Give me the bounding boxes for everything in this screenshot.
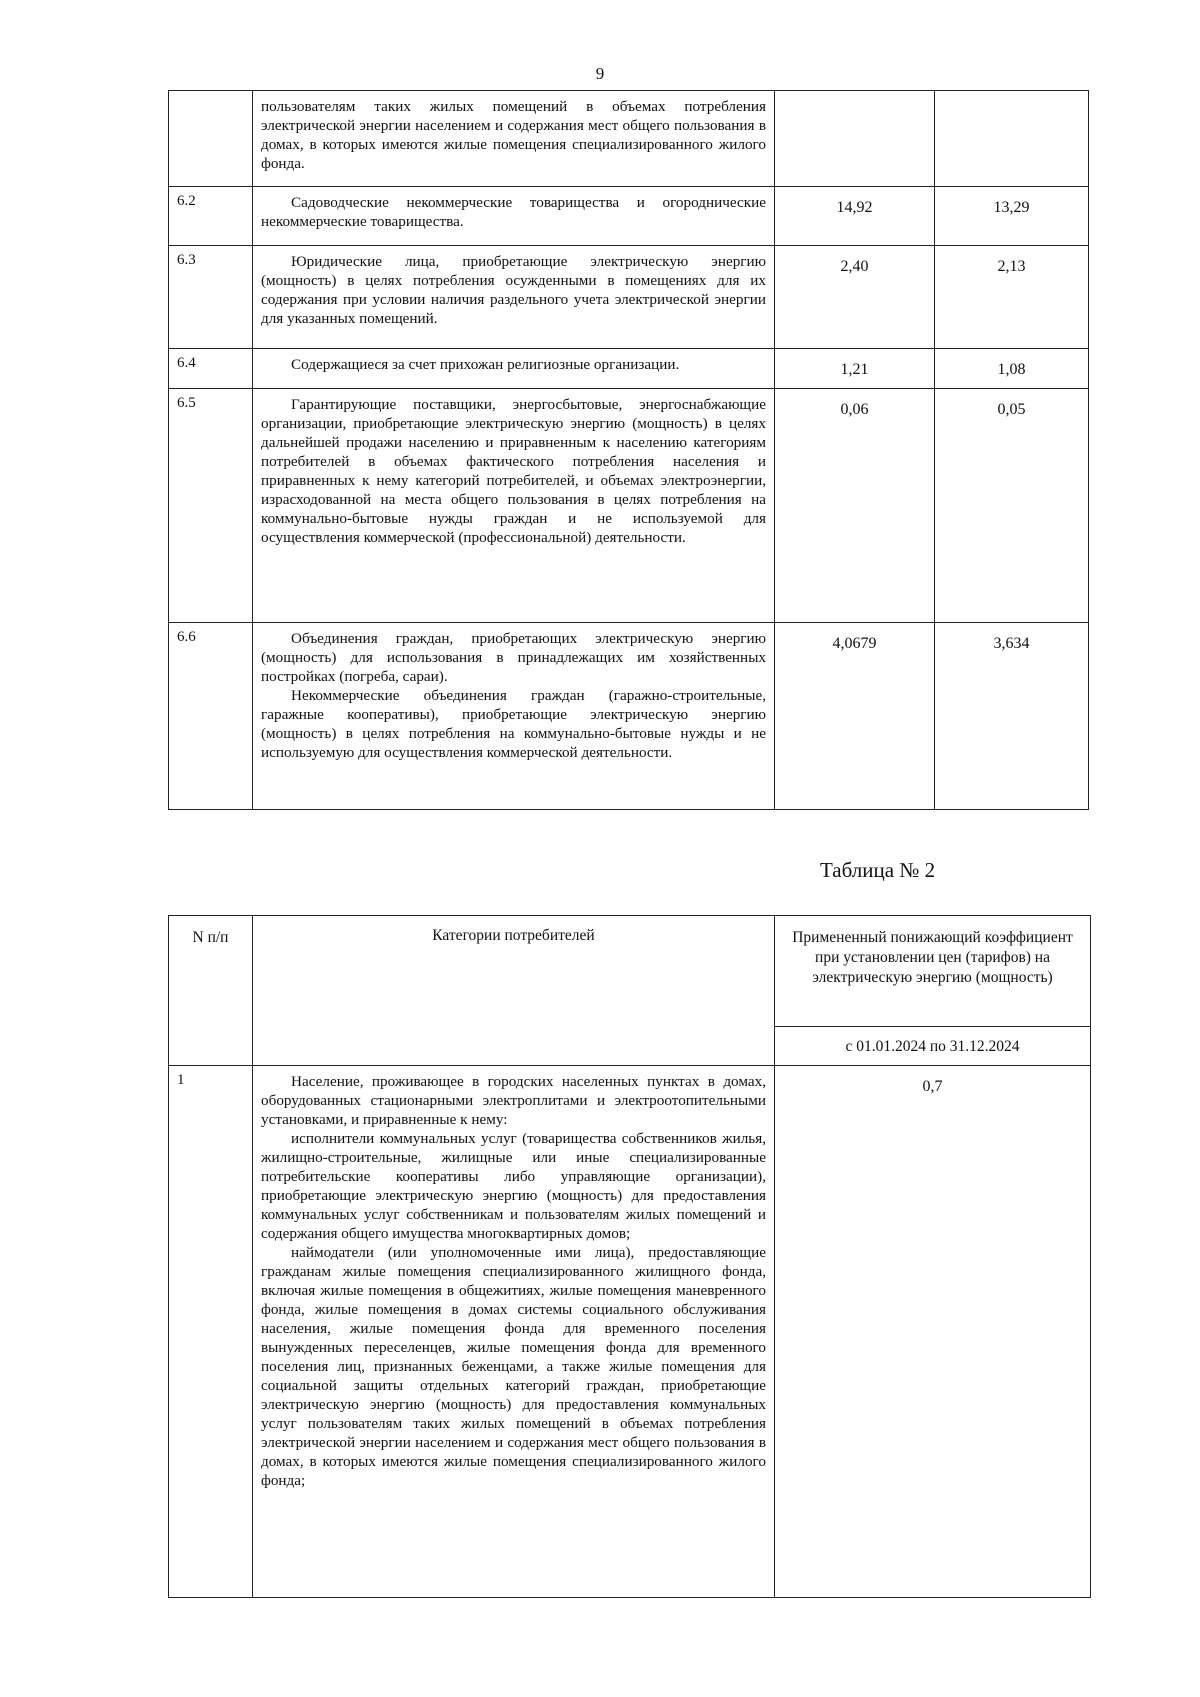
category-paragraph: Объединения граждан, приобретающих электрическую энергию (мощность) для использования в принадлежащих им хозяйственных постройках (погреба, сараи).: [261, 630, 766, 685]
value-2023-h1: 0,06: [775, 389, 935, 623]
category-paragraph: Содержащиеся за счет прихожан религиозные организации.: [291, 356, 680, 373]
row-number: 6.5: [169, 389, 253, 623]
row-number: 6.6: [169, 623, 253, 810]
value-2023-h1: [775, 91, 935, 187]
category-description: [253, 246, 775, 349]
table-row: [169, 1066, 1091, 1598]
category-paragraph: Некоммерческие объединения граждан (гаражно-строительные, гаражные кооперативы), приобретающие электрическую энергию (мощность) в целях потребления на коммунально-бытовые нужды и не используемую для осуществления коммерческой деятельности.: [261, 687, 766, 761]
header-coefficient: Примененный понижающий коэффициент при установлении цен (тарифов) на электрическую энергию (мощность): [775, 916, 1091, 1027]
category-description: [253, 623, 775, 810]
row-number: 6.3: [169, 246, 253, 349]
value-2023-h2: 1,08: [935, 349, 1089, 389]
tariff-table-continued: [168, 90, 1089, 810]
value-2023-h2: 0,05: [935, 389, 1089, 623]
row-number: [169, 91, 253, 187]
table-row: [169, 389, 1089, 623]
page-number: 9: [595, 64, 605, 83]
header-category: Категории потребителей: [253, 916, 775, 1066]
value-2023-h2: 13,29: [935, 187, 1089, 246]
table-row: [169, 187, 1089, 246]
value-2023-h1: 4,0679: [775, 623, 935, 810]
header-number: N п/п: [169, 916, 253, 1066]
table-title: Таблица № 2: [820, 858, 936, 882]
category-paragraph: Гарантирующие поставщики, энергосбытовые, энергоснабжающие организации, приобретающие электрическую энергию (мощность) в целях дальнейшей продажи населению и приравненным к населению категориям потребителей в объемах фактического потребления населения и приравненных к нему категорий потребителей, и объемах электроэнергии, израсходованной на места общего пользования в целях потребления на коммунально-бытовые нужды граждан и не используемой для осуществления коммерческой (профессиональной) деятельности.: [261, 396, 766, 546]
coefficient-value: 0,7: [775, 1066, 1091, 1598]
category-paragraph: пользователям таких жилых помещений в объемах потребления электрической энергии населением и содержания мест общего пользования в домах, в которых имеются жилые помещения специализированного жилого фонда.: [261, 98, 766, 172]
header-period: с 01.01.2024 по 31.12.2024: [775, 1027, 1091, 1066]
category-paragraph: Население, проживающее в городских населенных пунктах в домах, оборудованных стационарными электроплитами и электроотопительными установками, и приравненные к нему:: [261, 1073, 766, 1128]
category-paragraph: Садоводческие некоммерческие товарищества и огороднические некоммерческие товарищества.: [261, 194, 766, 230]
category-description: [253, 349, 775, 389]
category-description: [253, 389, 775, 623]
value-2023-h2: 2,13: [935, 246, 1089, 349]
coefficient-table: [168, 915, 1091, 1598]
category-description: [253, 1066, 775, 1598]
row-number: 6.2: [169, 187, 253, 246]
value-2023-h2: 3,634: [935, 623, 1089, 810]
value-2023-h1: 1,21: [775, 349, 935, 389]
category-description: [253, 187, 775, 246]
table-row: [169, 623, 1089, 810]
row-number: 1: [169, 1066, 253, 1598]
category-paragraph: наймодатели (или уполномоченные ими лица), предоставляющие гражданам жилые помещения специализированного жилищного фонда, включая жилые помещения в общежитиях, жилые помещения маневренного фонда, жилые помещения в домах системы социального обслуживания населения, жилые помещения фонда для временного поселения вынужденных переселенцев, жилые помещения фонда для временного поселения лиц, признанных беженцами, а также жилые помещения для социальной защиты отдельных категорий граждан, приобретающие электрическую энергию (мощность) для предоставления коммунальных услуг пользователям таких жилых помещений в объемах потребления электрической энергии населением и содержания мест общего пользования в домах, в которых имеются жилые помещения специализированного жилого фонда;: [261, 1244, 766, 1489]
value-2023-h1: 2,40: [775, 246, 935, 349]
category-description: [253, 91, 775, 187]
value-2023-h2: [935, 91, 1089, 187]
category-paragraph: исполнители коммунальных услуг (товарищества собственников жилья, жилищно-строительные, жилищные или иные специализированные потребительские кооперативы либо управляющие организации), приобретающие электрическую энергию (мощность) для предоставления коммунальных услуг собственникам и пользователям жилых помещений и содержания общего имущества многоквартирных домов;: [261, 1130, 766, 1242]
header-row: [169, 916, 1091, 1027]
table-row: [169, 91, 1089, 187]
value-2023-h1: 14,92: [775, 187, 935, 246]
category-paragraph: Юридические лица, приобретающие электрическую энергию (мощность) в целях потребления осужденными в помещениях для их содержания при условии наличия раздельного учета электрической энергии для указанных помещений.: [261, 253, 766, 327]
table-row: [169, 349, 1089, 389]
table-row: [169, 246, 1089, 349]
row-number: 6.4: [169, 349, 253, 389]
